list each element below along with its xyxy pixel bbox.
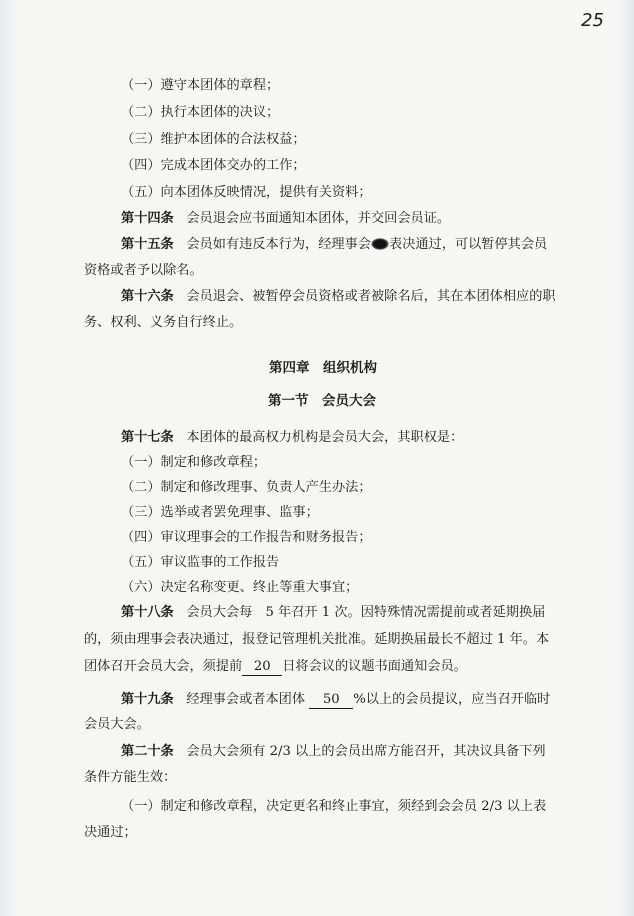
duty-item-4: （四）完成本团体交办的工作；	[121, 158, 306, 173]
article-20-item-1: （一）制定和修改章程，决定更名和终止事宜，须经到会会员 2/3 以上表	[121, 799, 547, 814]
article-15	[121, 235, 547, 255]
notice-days-field: 20	[242, 659, 282, 676]
article-18-text-c2: 日将会议的议题书面通知会员。	[282, 659, 467, 674]
article-16-heading: 第十六条	[121, 289, 174, 304]
chapter-title: 第四章 组织机构	[269, 360, 377, 376]
article-20-text-a: 会员大会须有 2/3 以上的会员出席方能召开，其决议具备下列	[186, 744, 546, 759]
article-15-text-b: 表决通过，可以暂停其会员	[388, 237, 548, 252]
article-15-heading: 第十五条	[121, 237, 174, 252]
power-item-6: （六）决定名称变更、终止等重大事宜；	[121, 580, 359, 595]
article-20-heading: 第二十条	[121, 744, 174, 759]
article-19	[121, 690, 550, 710]
article-16	[121, 287, 556, 307]
duty-item-2: （二）执行本团体的决议；	[121, 105, 280, 120]
article-19-text-a2: %以上的会员提议，应当召开临时	[353, 692, 551, 707]
article-17-text: 本团体的最高权力机构是会员大会，其职权是：	[186, 430, 464, 445]
article-18-text-c1: 团体召开会员大会，须提前	[84, 659, 243, 674]
section-title: 第一节 会员大会	[268, 393, 376, 409]
article-19-text-a1: 经理事会或者本团体	[186, 692, 306, 707]
duty-item-5: （五）向本团体反映情况，提供有关资料；	[121, 185, 372, 200]
article-15-cont: 资格或者予以除名。	[84, 263, 203, 278]
power-item-2: （二）制定和修改理事、负责人产生办法；	[121, 480, 372, 495]
article-15-text-a: 会员如有违反本行为，经理事会	[186, 237, 371, 252]
article-20-text-b: 条件方能生效：	[84, 770, 177, 785]
duty-item-1: （一）遵守本团体的章程；	[121, 78, 280, 93]
power-item-4: （四）审议理事会的工作报告和财务报告；	[121, 530, 372, 545]
article-19-heading: 第十九条	[121, 692, 174, 707]
article-17-heading: 第十七条	[121, 430, 174, 445]
article-16-text-a: 会员退会、被暂停会员资格或者被除名后，其在本团体相应的职	[186, 289, 556, 304]
article-18	[121, 603, 545, 623]
percent-field: 50	[309, 692, 353, 709]
article-16-cont: 务、权利、义务自行终止。	[84, 315, 243, 330]
duty-item-3: （三）维护本团体的合法权益；	[121, 132, 306, 147]
article-18-text-a: 会员大会每 5 年召开 1 次。因特殊情况需提前或者延期换届	[186, 605, 546, 620]
power-item-3: （三）选举或者罢免理事、监事；	[121, 505, 319, 520]
article-20	[121, 742, 546, 762]
article-18-heading: 第十八条	[121, 605, 174, 620]
power-item-1: （一）制定和修改章程；	[121, 455, 267, 470]
article-18-text-b: 的，须由理事会表决通过，报登记管理机关批准。延期换届最长不超过 1 年。本	[84, 632, 550, 647]
article-17	[121, 428, 463, 448]
page-number: 25	[581, 10, 604, 31]
power-item-5: （五）审议监事的工作报告	[121, 555, 280, 570]
article-14	[121, 209, 450, 229]
article-18-text-c	[84, 657, 467, 677]
article-14-heading: 第十四条	[121, 211, 174, 226]
article-14-text: 会员退会应书面通知本团体，并交回会员证。	[186, 211, 451, 226]
article-20-item-1-cont: 决通过；	[84, 825, 137, 840]
ink-scribble	[371, 238, 389, 250]
article-19-text-b: 会员大会。	[84, 717, 150, 732]
